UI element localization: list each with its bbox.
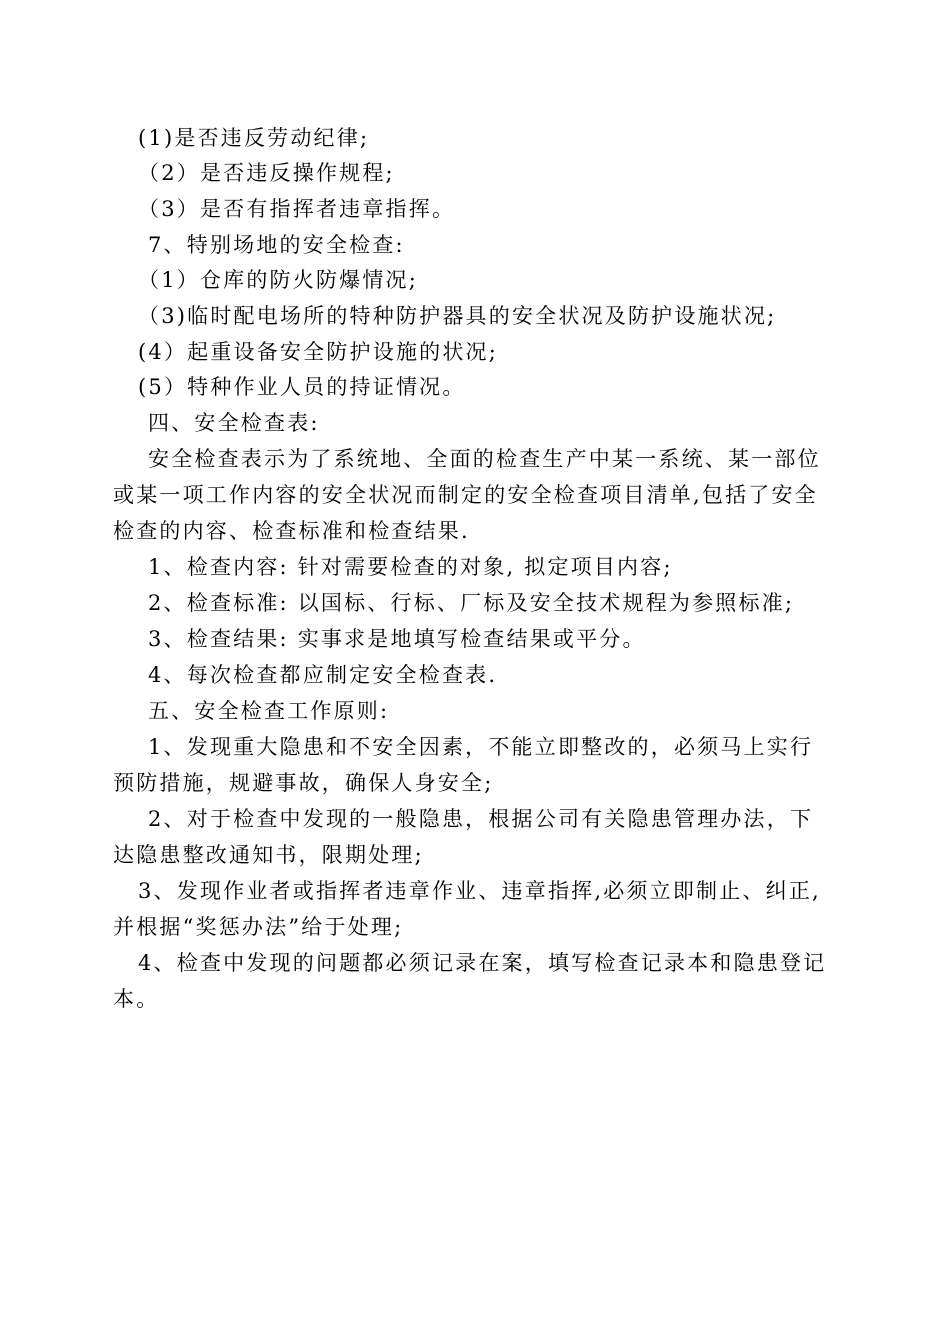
text-line: 本。 (113, 987, 160, 1011)
text-line: 2、对于检查中发现的一般隐患，根据公司有关隐患管理办法，下 (148, 807, 814, 831)
text-line: (1)是否违反劳动纪律; (138, 126, 370, 150)
text-line: 安全检查表示为了系统地、全面的检查生产中某一系统、某一部位 (148, 447, 821, 471)
text-line: (5）特种作业人员的持证情况。 (138, 375, 466, 399)
text-line: 四、安全检查表: (148, 411, 320, 435)
text-line: 1、检查内容: 针对需要检查的对象, 拟定项目内容; (148, 555, 673, 579)
text-line: 五、安全检查工作原则: (148, 699, 390, 723)
text-line: 2、检查标准: 以国标、行标、厂标及安全技术规程为参照标准; (148, 591, 795, 615)
text-line: （3）是否有指挥者违章指挥。 (138, 197, 456, 221)
text-line: 或某一项工作内容的安全状况而制定的安全检查项目清单,包括了安全 (113, 483, 818, 507)
text-line: 3、发现作业者或指挥者违章作业、违章指挥,必须立即制止、纠正, (138, 879, 821, 903)
text-line: 7、特别场地的安全检查: (148, 233, 405, 257)
text-line: （2）是否违反操作规程; (138, 161, 395, 185)
text-line: (4）起重设备安全防护设施的状况; (138, 340, 499, 364)
text-line: 4、检查中发现的问题都必须记录在案，填写检查记录本和隐患登记 (138, 951, 827, 975)
text-line: 3、检查结果: 实事求是地填写检查结果或平分。 (148, 627, 646, 651)
text-line: 4、每次检查都应制定安全检查表. (148, 663, 498, 687)
text-line: 1、发现重大隐患和不安全因素，不能立即整改的，必须马上实行 (148, 735, 814, 759)
text-line: 检查的内容、检查标准和检查结果. (113, 519, 470, 543)
text-line: 达隐患整改通知书，限期处理; (113, 843, 424, 867)
text-line: （1）仓库的防火防爆情况; (138, 268, 419, 292)
text-line: 并根据“奖惩办法”给于处理; (113, 915, 404, 939)
text-line: 预防措施，规避事故，确保人身安全; (113, 771, 494, 795)
text-line: （3)临时配电场所的特种防护器具的安全状况及防护设施状况; (138, 304, 777, 328)
